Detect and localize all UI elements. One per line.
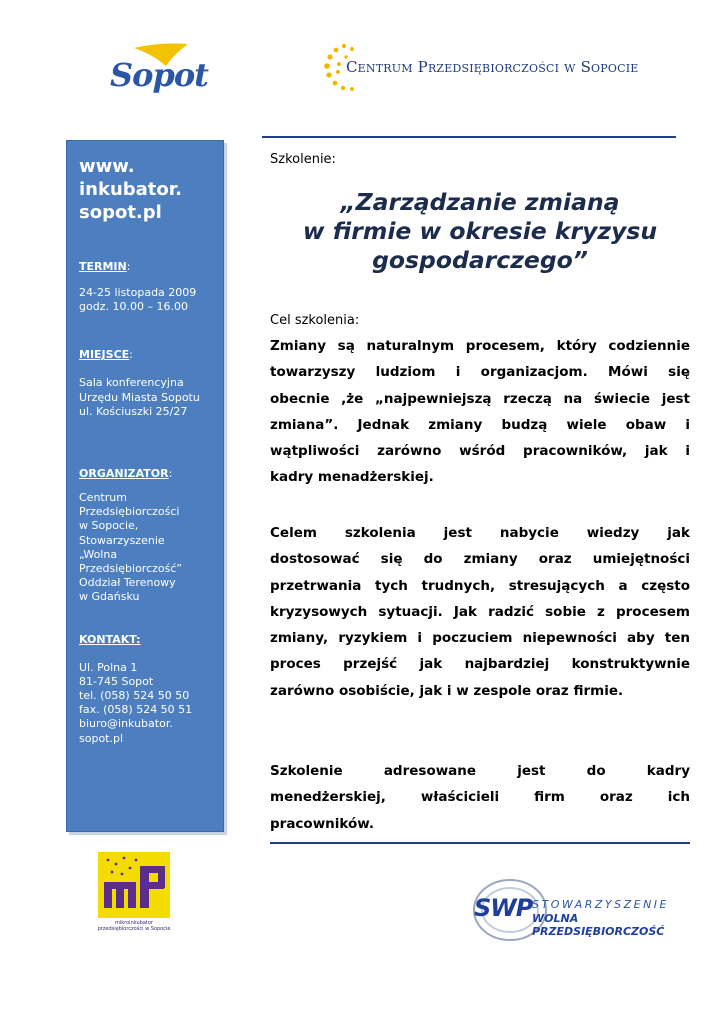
kontakt-label: KONTAKT: (79, 632, 141, 646)
miejsce-value: Sala konferencyjna Urzędu Miasta Sopotu ul. Kościuszki 25/27 (79, 376, 200, 418)
paragraph-goals: Zmiany są naturalnym procesem, który codziennie towarzyszy ludziom i organizacjom. Mówi się obecnie ,że „najpewniejszą rzeczą na świecie jest zmiana”. Jednak zmiany budzą wiele obaw i wątpliwości zarówno wśród pracowników, jak i kadry menadżerskiej. (270, 338, 690, 486)
termin-value: 24-25 listopada 2009 godz. 10.00 – 16.00 (79, 286, 197, 314)
swp-line1: STOWARZYSZENIE (532, 898, 670, 911)
top-rule (262, 136, 676, 138)
kontakt-value: Ul. Polna 1 81-745 Sopot tel. (058) 524 50 50 fax. (058) 524 50 51 biuro@inkubator. sopot.pl (79, 661, 211, 746)
cel-label: Cel szkolenia: (270, 313, 360, 328)
website-url[interactable]: www. inkubator. sopot.pl (79, 156, 182, 223)
miejsce-label: MIEJSCE: (79, 348, 133, 362)
intro-label: Szkolenie: (270, 152, 336, 167)
centrum-logo (322, 42, 642, 94)
mp-logo-icon (98, 852, 170, 918)
bottom-rule (270, 842, 690, 844)
organizator-value: Centrum Przedsiębiorczości w Sopocie, Stowarzyszenie „Wolna Przedsiębiorczość” Oddział Terenowy w Gdańsku (79, 491, 183, 604)
phone-number[interactable]: tel. (058) 524 50 50 (79, 689, 190, 703)
swp-abbr: SWP (474, 894, 533, 922)
training-title: „Zarządzanie zmianą w firmie w okresie kryzysu gospodarczego” (302, 188, 658, 274)
fax-number: fax. (058) 524 50 51 (79, 703, 193, 717)
termin-label: TERMIN: (79, 260, 131, 273)
organizator-label: ORGANIZATOR: (79, 467, 173, 481)
paragraph-audience: Szkolenie adresowane jest do kadry menedżerskiej, właścicieli firm oraz ich pracowników. (270, 763, 690, 832)
paragraph-aim: Celem szkolenia jest nabycie wiedzy jak dostosować się do zmiany oraz umiejętności przetrwania tych trudnych, stresujących a często kryzysowych sytuacji. Jak radzić sobie z procesem zmiany, ryzykiem i poczuciem niepewności aby ten proces przejść jak najbardziej konstruktywnie zarówno osobiście, jak i w zespole oraz firmie. (270, 525, 690, 699)
mikroinkubator-logo (98, 852, 170, 934)
sopot-logo (104, 40, 208, 100)
sidebar (66, 140, 224, 832)
swp-line2: WOLNA PRZEDSIĘBIORCZOŚĆ (532, 912, 665, 938)
sopot-logo-text: Sopot (110, 56, 208, 94)
email-link[interactable]: biuro@inkubator. sopot.pl (79, 717, 173, 745)
mp-logo-caption: mikroinkubator przedsiębiorczości w Sopocie (97, 920, 171, 932)
centrum-logo-text: Centrum Przedsiębiorczości w Sopocie (346, 58, 639, 76)
swp-logo (470, 872, 690, 948)
